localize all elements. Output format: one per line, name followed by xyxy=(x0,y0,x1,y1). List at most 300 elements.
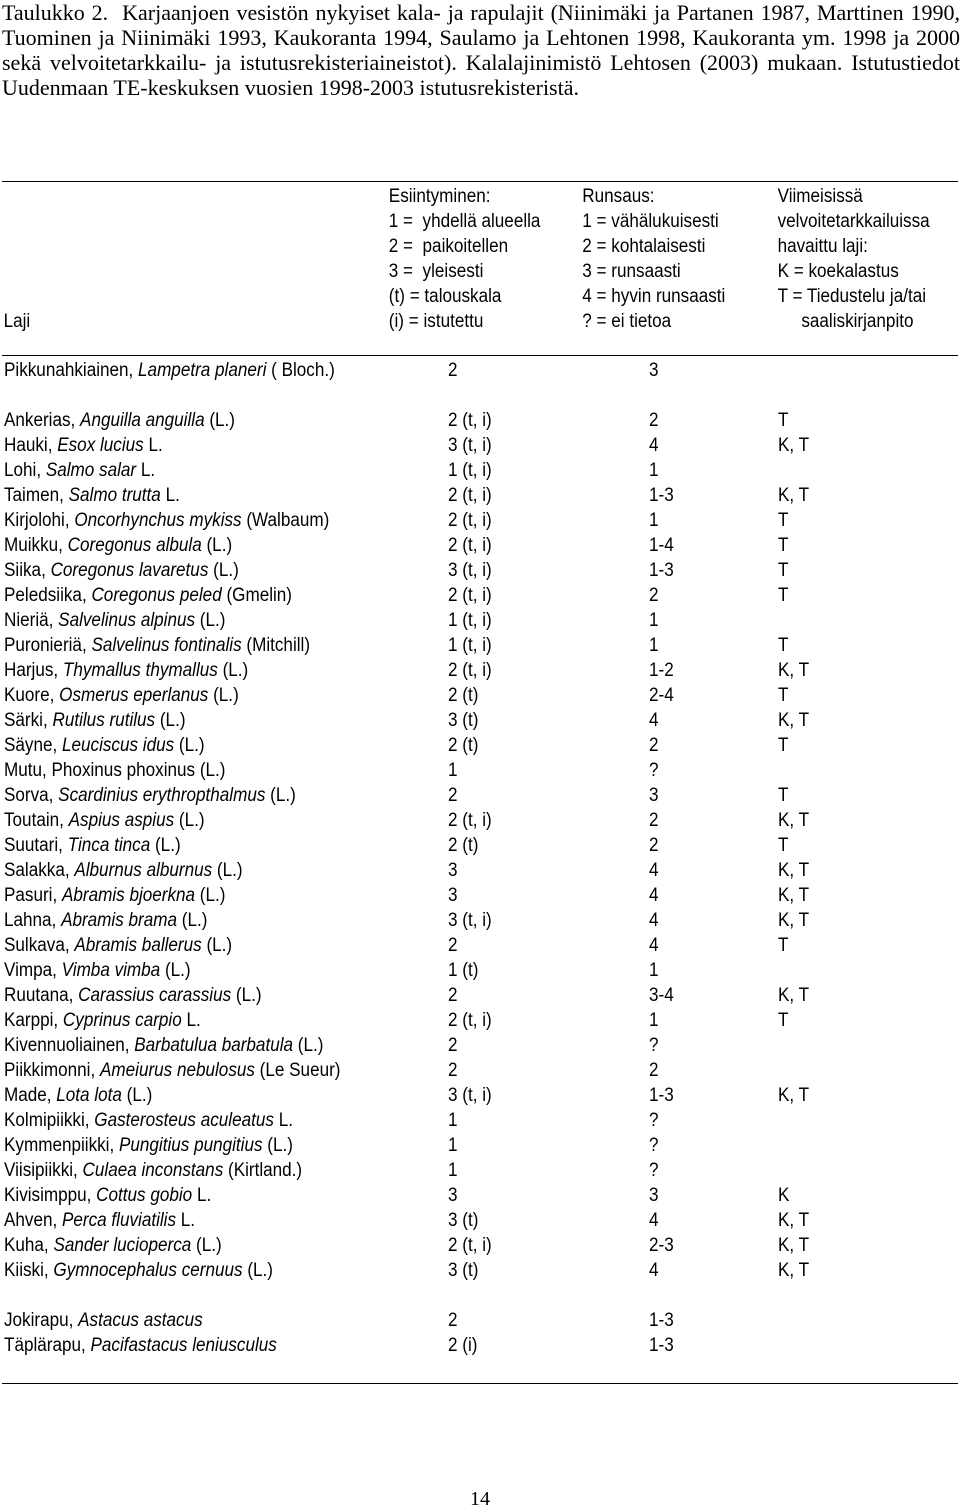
author-name: (L.) xyxy=(262,1135,293,1156)
scientific-name: Carassius carassius xyxy=(78,985,232,1006)
author-name: (L.) xyxy=(242,1260,273,1281)
scientific-name: Lampetra planeri xyxy=(138,360,267,381)
esiintyminen-cell: 2 (t, i) xyxy=(448,485,492,506)
runsaus-cell: 2 xyxy=(649,1060,659,1081)
scientific-name: Gymnocephalus cernuus xyxy=(53,1260,243,1281)
common-name: Sulkava, xyxy=(4,935,75,956)
species-name xyxy=(4,658,248,683)
common-name: Särki, xyxy=(4,710,53,731)
author-name: L. xyxy=(192,1185,212,1206)
header-viimeisissa-line: T = Tiedustelu ja/tai xyxy=(777,286,927,307)
runsaus-cell: 1-4 xyxy=(649,535,674,556)
scientific-name: Barbatulua barbatula xyxy=(134,1035,294,1056)
species-name xyxy=(4,1108,293,1133)
common-name: Suutari, xyxy=(4,835,68,856)
esiintyminen-cell: 2 (t, i) xyxy=(448,410,492,431)
esiintyminen-cell: 2 xyxy=(448,935,458,956)
runsaus-cell: 4 xyxy=(649,710,659,731)
table-row xyxy=(0,558,960,583)
author-name: L. xyxy=(160,485,180,506)
author-name: (L.) xyxy=(195,610,226,631)
common-name: Lohi, xyxy=(4,460,46,481)
author-name: (L.) xyxy=(212,860,243,881)
bottom-rule xyxy=(2,1383,958,1384)
species-name xyxy=(4,1183,211,1208)
esiintyminen-cell: 2 xyxy=(448,1035,458,1056)
header-viimeisissa-line: Viimeisissä xyxy=(777,186,863,207)
runsaus-cell: 4 xyxy=(649,435,659,456)
common-name: Made, xyxy=(4,1085,57,1106)
species-name xyxy=(4,733,205,758)
runsaus-cell: ? xyxy=(649,1160,659,1181)
runsaus-cell: 1-2 xyxy=(649,660,674,681)
havaittu-cell: T xyxy=(778,785,789,806)
runsaus-cell: 2 xyxy=(649,410,659,431)
author-name: (L.) xyxy=(293,1035,324,1056)
common-name: Jokirapu, xyxy=(4,1310,79,1331)
havaittu-cell: K, T xyxy=(778,435,810,456)
scientific-name: Anguilla anguilla xyxy=(80,410,205,431)
species-name xyxy=(4,358,335,383)
havaittu-cell: K, T xyxy=(778,985,810,1006)
havaittu-cell: T xyxy=(778,635,789,656)
author-name: (L.) xyxy=(217,660,249,681)
common-name: Viisipiikki, xyxy=(4,1160,83,1181)
esiintyminen-cell: 3 (t) xyxy=(448,710,479,731)
species-name xyxy=(4,583,292,608)
runsaus-cell: 1-3 xyxy=(649,1335,674,1356)
runsaus-cell: 1 xyxy=(649,510,659,531)
common-name: Harjus, xyxy=(4,660,63,681)
species-name xyxy=(4,1208,195,1233)
top-rule xyxy=(2,181,958,182)
scientific-name: Cottus gobio xyxy=(96,1185,193,1206)
header-rule xyxy=(2,355,958,356)
author-name: (L.) xyxy=(177,910,208,931)
header-runsaus xyxy=(582,184,725,334)
group-spacer xyxy=(0,383,960,408)
species-name xyxy=(4,1308,203,1333)
species-name xyxy=(4,833,181,858)
table-row xyxy=(0,758,960,783)
common-name: Kivisimppu, xyxy=(4,1185,97,1206)
runsaus-cell: 1-3 xyxy=(649,560,674,581)
species-name xyxy=(4,1333,277,1358)
scientific-name: Sander lucioperca xyxy=(53,1235,192,1256)
table-row xyxy=(0,958,960,983)
scientific-name: Tinca tinca xyxy=(67,835,151,856)
havaittu-cell: K xyxy=(778,1185,790,1206)
runsaus-cell: 4 xyxy=(649,1210,659,1231)
header-viimeisissa-line: velvoitetarkkailuissa xyxy=(777,211,930,232)
table-row xyxy=(0,433,960,458)
table-row xyxy=(0,783,960,808)
author-name: (L.) xyxy=(150,835,181,856)
common-name: Pasuri, xyxy=(4,885,62,906)
species-name xyxy=(4,808,205,833)
scientific-name: Gasterosteus aculeatus xyxy=(94,1110,274,1131)
caption-label: Taulukko 2. xyxy=(2,0,109,25)
havaittu-cell: K, T xyxy=(778,1260,810,1281)
esiintyminen-cell: 1 xyxy=(448,760,458,781)
species-name xyxy=(4,1258,273,1283)
runsaus-cell: 1-3 xyxy=(649,1085,674,1106)
common-name: Taimen, xyxy=(4,485,69,506)
runsaus-cell: 4 xyxy=(649,935,659,956)
page-number: 14 xyxy=(470,1488,490,1510)
scientific-name: Pungitius pungitius xyxy=(118,1135,263,1156)
esiintyminen-cell: 2 (i) xyxy=(448,1335,478,1356)
header-esiintyminen-line: 1 = yhdellä alueella xyxy=(388,211,541,232)
table-row xyxy=(0,508,960,533)
table-row xyxy=(0,1208,960,1233)
esiintyminen-cell: 2 (t, i) xyxy=(448,1235,492,1256)
table-row xyxy=(0,883,960,908)
header-viimeisissa xyxy=(778,184,930,334)
header-viimeisissa-line: saaliskirjanpito xyxy=(777,311,914,332)
esiintyminen-cell: 2 (t, i) xyxy=(448,535,492,556)
author-name: L. xyxy=(136,460,156,481)
havaittu-cell: K, T xyxy=(778,710,810,731)
table-row xyxy=(0,1108,960,1133)
common-name: Pikkunahkiainen, xyxy=(4,360,139,381)
scientific-name: Astacus astacus xyxy=(78,1310,203,1331)
scientific-name: Culaea inconstans xyxy=(82,1160,224,1181)
esiintyminen-cell: 2 (t) xyxy=(448,835,479,856)
table-row xyxy=(0,533,960,558)
table-row xyxy=(0,683,960,708)
species-name xyxy=(4,608,225,633)
author-name: (L.) xyxy=(204,410,235,431)
table-row xyxy=(0,1033,960,1058)
common-name: Kivennuoliainen, xyxy=(4,1035,135,1056)
havaittu-cell: T xyxy=(778,1010,789,1031)
author-name: (L.) xyxy=(208,685,239,706)
species-name xyxy=(4,1158,302,1183)
author-name: (L.) xyxy=(265,785,296,806)
runsaus-cell: 1 xyxy=(649,610,659,631)
table-row xyxy=(0,1133,960,1158)
scientific-name: Pacifastacus leniusculus xyxy=(90,1335,277,1356)
header-esiintyminen xyxy=(389,184,541,334)
esiintyminen-cell: 1 (t) xyxy=(448,960,479,981)
species-name xyxy=(4,1233,222,1258)
common-name: Piikkimonni, xyxy=(4,1060,100,1081)
scientific-name: Salvelinus alpinus xyxy=(58,610,196,631)
esiintyminen-cell: 2 (t, i) xyxy=(448,1010,492,1031)
header-runsaus-line: 1 = vähälukuisesti xyxy=(582,211,719,232)
runsaus-cell: ? xyxy=(649,1110,659,1131)
species-name xyxy=(4,908,207,933)
species-name xyxy=(4,883,225,908)
runsaus-cell: 4 xyxy=(649,1260,659,1281)
scientific-name: Coregonus lavaretus xyxy=(50,560,209,581)
scientific-name: Salvelinus fontinalis xyxy=(91,635,242,656)
species-name xyxy=(4,783,296,808)
table-row xyxy=(0,633,960,658)
table-row xyxy=(0,608,960,633)
runsaus-cell: 1 xyxy=(649,960,659,981)
species-name xyxy=(4,508,329,533)
runsaus-cell: 3-4 xyxy=(649,985,674,1006)
esiintyminen-cell: 2 xyxy=(448,1060,458,1081)
esiintyminen-cell: 3 xyxy=(448,860,458,881)
header-runsaus-line: 3 = runsaasti xyxy=(582,261,681,282)
scientific-name: Vimba vimba xyxy=(61,960,161,981)
species-name xyxy=(4,1033,323,1058)
header-esiintyminen-line: (t) = talouskala xyxy=(388,286,502,307)
table-row xyxy=(0,833,960,858)
runsaus-cell: 1 xyxy=(649,460,659,481)
table-row xyxy=(0,483,960,508)
esiintyminen-cell: 1 (t, i) xyxy=(448,460,492,481)
common-name: Ankerias, xyxy=(4,410,81,431)
common-name: Sorva, xyxy=(4,785,59,806)
table-row xyxy=(0,458,960,483)
species-name xyxy=(4,933,232,958)
havaittu-cell: T xyxy=(778,535,789,556)
header-runsaus-line: 4 = hyvin runsaasti xyxy=(582,286,726,307)
esiintyminen-cell: 1 xyxy=(448,1135,458,1156)
scientific-name: Cyprinus carpio xyxy=(62,1010,182,1031)
runsaus-cell: 2-3 xyxy=(649,1235,674,1256)
common-name: Siika, xyxy=(4,560,51,581)
author-name: (L.) xyxy=(201,935,233,956)
havaittu-cell: K, T xyxy=(778,860,810,881)
table-row xyxy=(0,858,960,883)
scientific-name: Rutilus rutilus xyxy=(52,710,156,731)
table-row xyxy=(0,583,960,608)
group-spacer xyxy=(0,1283,960,1308)
common-name: Peledsiika, xyxy=(4,585,92,606)
runsaus-cell: 1 xyxy=(649,635,659,656)
runsaus-cell: 2 xyxy=(649,810,659,831)
table-row xyxy=(0,808,960,833)
havaittu-cell: T xyxy=(778,735,789,756)
runsaus-cell: ? xyxy=(649,1135,659,1156)
header-esiintyminen-line: 3 = yleisesti xyxy=(388,261,484,282)
scientific-name: Alburnus alburnus xyxy=(74,860,213,881)
scientific-name: Esox lucius xyxy=(57,435,144,456)
author-name: (Walbaum) xyxy=(241,510,330,531)
author-name: (Le Sueur) xyxy=(254,1060,341,1081)
runsaus-cell: 4 xyxy=(649,860,659,881)
header-viimeisissa-line: havaittu laji: xyxy=(777,236,868,257)
author-name: L. xyxy=(143,435,163,456)
species-name xyxy=(4,408,235,433)
species-name xyxy=(4,1008,201,1033)
runsaus-cell: 3 xyxy=(649,360,659,381)
runsaus-cell: 1 xyxy=(649,1010,659,1031)
table-row xyxy=(0,1233,960,1258)
table-row xyxy=(0,733,960,758)
author-name: (Mitchill) xyxy=(241,635,311,656)
runsaus-cell: ? xyxy=(649,760,659,781)
table-row xyxy=(0,1258,960,1283)
esiintyminen-cell: 2 (t, i) xyxy=(448,510,492,531)
havaittu-cell: K, T xyxy=(778,1210,810,1231)
esiintyminen-cell: 2 (t, i) xyxy=(448,810,492,831)
species-name xyxy=(4,708,186,733)
author-name: (L.) xyxy=(174,735,205,756)
esiintyminen-cell: 1 (t, i) xyxy=(448,635,492,656)
header-esiintyminen-line: Esiintyminen: xyxy=(388,186,491,207)
table-row xyxy=(0,1083,960,1108)
species-name xyxy=(4,1133,293,1158)
species-name xyxy=(4,983,262,1008)
runsaus-cell: 3 xyxy=(649,785,659,806)
table-row xyxy=(0,1158,960,1183)
table-row xyxy=(0,1183,960,1208)
esiintyminen-cell: 2 (t) xyxy=(448,685,479,706)
table-row xyxy=(0,983,960,1008)
scientific-name: Thymallus thymallus xyxy=(62,660,218,681)
scientific-name: Osmerus eperlanus xyxy=(59,685,209,706)
common-name: Kuha, xyxy=(4,1235,54,1256)
esiintyminen-cell: 3 xyxy=(448,1185,458,1206)
common-name: Karppi, xyxy=(4,1010,63,1031)
scientific-name: Ameiurus nebulosus xyxy=(99,1060,255,1081)
havaittu-cell: K, T xyxy=(778,1235,810,1256)
common-name: Ahven, xyxy=(4,1210,62,1231)
common-name: Säyne, xyxy=(4,735,62,756)
header-viimeisissa-line: K = koekalastus xyxy=(777,261,899,282)
common-name: Lahna, xyxy=(4,910,62,931)
table-row xyxy=(0,708,960,733)
esiintyminen-cell: 1 xyxy=(448,1160,458,1181)
havaittu-cell: T xyxy=(778,685,789,706)
common-name: Mutu, Phoxinus phoxinus (L.) xyxy=(4,760,226,781)
species-name xyxy=(4,1058,340,1083)
havaittu-cell: T xyxy=(778,560,789,581)
runsaus-cell: 2 xyxy=(649,735,659,756)
author-name: L. xyxy=(176,1210,196,1231)
species-name xyxy=(4,858,243,883)
scientific-name: Leuciscus idus xyxy=(61,735,175,756)
species-name xyxy=(4,958,191,983)
esiintyminen-cell: 3 (t, i) xyxy=(448,435,492,456)
runsaus-cell: 4 xyxy=(649,910,659,931)
common-name: Hauki, xyxy=(4,435,58,456)
author-name: (L.) xyxy=(121,1085,153,1106)
esiintyminen-cell: 2 (t, i) xyxy=(448,660,492,681)
esiintyminen-cell: 3 (t) xyxy=(448,1210,479,1231)
scientific-name: Salmo salar xyxy=(45,460,137,481)
common-name: Muikku, xyxy=(4,535,68,556)
author-name: (L.) xyxy=(208,560,239,581)
esiintyminen-cell: 3 (t, i) xyxy=(448,560,492,581)
havaittu-cell: K, T xyxy=(778,485,810,506)
species-name xyxy=(4,683,239,708)
runsaus-cell: 4 xyxy=(649,885,659,906)
runsaus-cell: 2 xyxy=(649,585,659,606)
species-name xyxy=(4,633,310,658)
esiintyminen-cell: 3 (t) xyxy=(448,1260,479,1281)
esiintyminen-cell: 2 (t) xyxy=(448,735,479,756)
common-name: Toutain, xyxy=(4,810,69,831)
table-row xyxy=(0,1008,960,1033)
author-name: (L.) xyxy=(155,710,186,731)
esiintyminen-cell: 1 (t, i) xyxy=(448,610,492,631)
header-runsaus-line: 2 = kohtalaisesti xyxy=(582,236,706,257)
scientific-name: Aspius aspius xyxy=(68,810,175,831)
esiintyminen-cell: 2 xyxy=(448,785,458,806)
runsaus-cell: 1-3 xyxy=(649,485,674,506)
scientific-name: Lota lota xyxy=(56,1085,122,1106)
common-name: Kiiski, xyxy=(4,1260,54,1281)
scientific-name: Coregonus peled xyxy=(91,585,222,606)
author-name: (Gmelin) xyxy=(221,585,293,606)
species-name xyxy=(4,558,239,583)
header-runsaus-line: Runsaus: xyxy=(582,186,655,207)
author-name: (Kirtland.) xyxy=(223,1160,303,1181)
table-header xyxy=(0,184,930,334)
author-name: (L.) xyxy=(191,1235,222,1256)
esiintyminen-cell: 3 (t, i) xyxy=(448,1085,492,1106)
havaittu-cell: T xyxy=(778,585,789,606)
havaittu-cell: K, T xyxy=(778,885,810,906)
scientific-name: Abramis bjoerkna xyxy=(61,885,196,906)
table-row xyxy=(0,1308,960,1333)
scientific-name: Perca fluviatilis xyxy=(61,1210,177,1231)
author-name: (L.) xyxy=(231,985,262,1006)
caption-text: Karjaanjoen vesistön nykyiset kala- ja rapulajit (Niinimäki ja Partanen 1987, Marttinen 1990, Tuominen ja Niinimäki 1993, Kaukoranta 1994, Saulamo ja Lehtonen 1998, Kaukoranta ym. 1998 ja 2000 sekä velvoitetarkkailu- ja istutusrekisteriaineistot). Kalalajinimistö Lehtosen (2003) mukaan. Istutustiedot Uudenmaan TE-keskuksen vuosien 1998-2003 istutusrekisteristä. xyxy=(2,0,960,100)
table-row xyxy=(0,933,960,958)
author-name: (L.) xyxy=(160,960,191,981)
runsaus-cell: ? xyxy=(649,1035,659,1056)
table-row xyxy=(0,358,960,383)
species-table xyxy=(0,358,960,1358)
header-esiintyminen-line: (i) = istutettu xyxy=(388,311,484,332)
header-runsaus-line: ? = ei tietoa xyxy=(582,311,672,332)
runsaus-cell: 3 xyxy=(649,1185,659,1206)
esiintyminen-cell: 3 (t, i) xyxy=(448,910,492,931)
table-caption xyxy=(2,0,960,100)
esiintyminen-cell: 2 xyxy=(448,985,458,1006)
esiintyminen-cell: 3 xyxy=(448,885,458,906)
common-name: Kirjolohi, xyxy=(4,510,75,531)
scientific-name: Abramis ballerus xyxy=(74,935,202,956)
table-row xyxy=(0,408,960,433)
esiintyminen-cell: 1 xyxy=(448,1110,458,1131)
runsaus-cell: 2 xyxy=(649,835,659,856)
author-name: L. xyxy=(181,1010,201,1031)
common-name: Nieriä, xyxy=(4,610,59,631)
havaittu-cell: K, T xyxy=(778,910,810,931)
table-row xyxy=(0,1058,960,1083)
author-name: L. xyxy=(273,1110,293,1131)
scientific-name: Abramis brama xyxy=(61,910,178,931)
scientific-name: Scardinius erythropthalmus xyxy=(58,785,266,806)
species-name xyxy=(4,458,155,483)
species-name xyxy=(4,758,225,783)
havaittu-cell: T xyxy=(778,935,789,956)
common-name: Salakka, xyxy=(4,860,75,881)
scientific-name: Oncorhynchus mykiss xyxy=(74,510,242,531)
author-name: (L.) xyxy=(201,535,233,556)
header-esiintyminen-line: 2 = paikoitellen xyxy=(388,236,509,257)
havaittu-cell: T xyxy=(778,835,789,856)
common-name: Kolmipiikki, xyxy=(4,1110,95,1131)
havaittu-cell: K, T xyxy=(778,660,810,681)
author-name: (L.) xyxy=(174,810,205,831)
havaittu-cell: T xyxy=(778,410,789,431)
common-name: Ruutana, xyxy=(4,985,79,1006)
havaittu-cell: K, T xyxy=(778,1085,810,1106)
header-laji: Laji xyxy=(3,311,31,332)
species-name xyxy=(4,533,232,558)
table-row xyxy=(0,658,960,683)
